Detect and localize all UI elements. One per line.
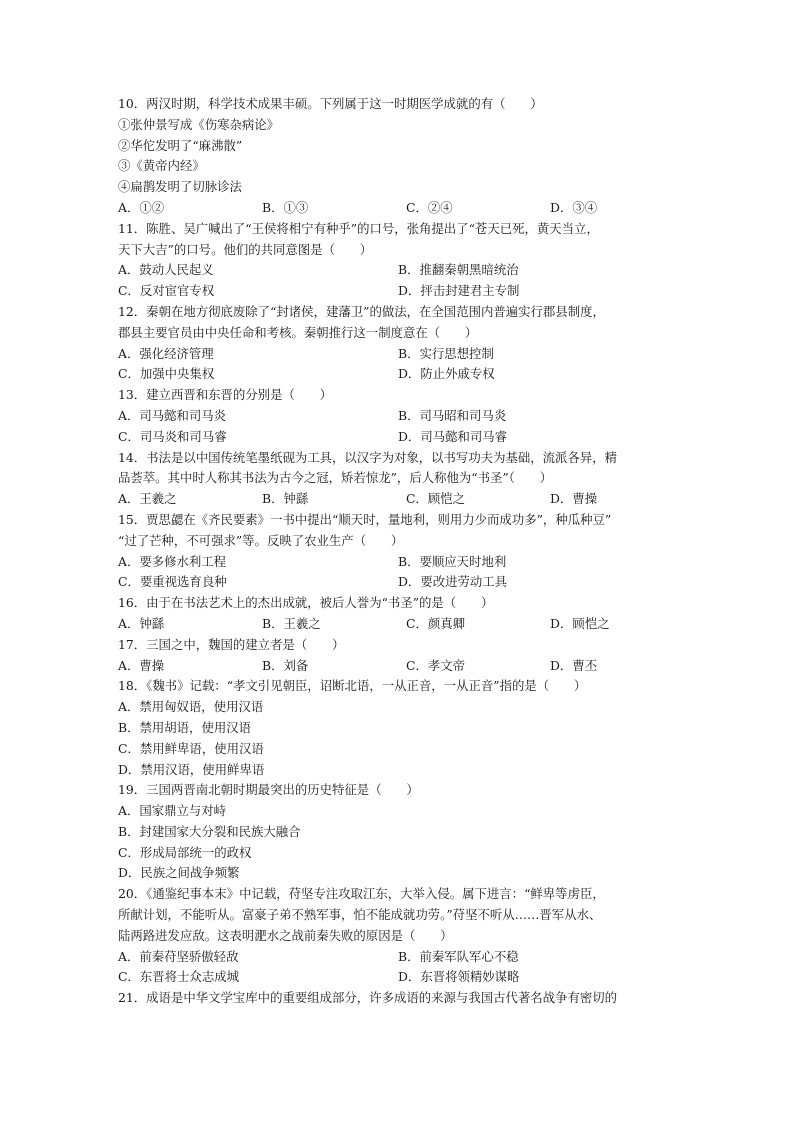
question-stem: 19．三国两晋南北朝时期最突出的历史特征是（ ） — [118, 782, 419, 798]
question-stem: 所献计划，不能听从。富豪子弟不熟军事，怕不能成就功劳。”苻坚不听从……晋军从水、 — [118, 907, 602, 923]
option-c: C．要重视选育良种 — [118, 574, 227, 590]
question-stem: 12．秦朝在地方彻底废除了“封诸侯，建藩卫”的做法，在全国范围内普遍实行郡县制度， — [118, 303, 605, 319]
question-16 — [118, 593, 678, 635]
options-row — [118, 344, 678, 365]
option-a: A．钟繇 — [118, 615, 165, 631]
question-stem: 15．贾思勰在《齐民要素》一书中提出“顺天时，量地利，则用力少而成功多”，种瓜种豆” — [118, 511, 612, 527]
option-c: C．顾恺之 — [406, 491, 466, 507]
option-b: B．王羲之 — [262, 615, 321, 631]
options-row — [118, 364, 678, 385]
option-b: B．钟繇 — [262, 491, 309, 507]
statement-item: ④扁鹊发明了切脉诊法 — [118, 179, 242, 195]
option-d: D．曹操 — [550, 491, 598, 507]
question-stem: 21．成语是中华文学宝库中的重要组成部分，许多成语的来源与我国古代著名战争有密切的 — [118, 990, 618, 1006]
options-row — [118, 552, 678, 573]
question-stem: 17．三国之中，魏国的建立者是（ ） — [118, 636, 345, 652]
question-18 — [118, 676, 678, 780]
option-c: C．颜真卿 — [406, 615, 466, 631]
options-row — [118, 967, 678, 988]
statement-item: ③《黄帝内经》 — [118, 158, 205, 174]
option-c: C．加强中央集权 — [118, 366, 215, 382]
question-stem: 20．《通鉴纪事本末》中记载，苻坚专注攻取江东，大举入侵。属下进言：“鲜卑等虏臣， — [118, 886, 605, 902]
option-d: D．顾恺之 — [550, 615, 610, 631]
option-b: B．封建国家大分裂和民族大融合 — [118, 823, 301, 839]
option-a: A．强化经济管理 — [118, 345, 214, 361]
option-d: D．要改进劳动工具 — [398, 574, 508, 590]
option-d: D．抨击封建君主专制 — [398, 283, 520, 299]
question-19 — [118, 780, 678, 884]
option-b: B．司马昭和司马炎 — [398, 407, 507, 423]
option-c: C．禁用鲜卑语，使用汉语 — [118, 740, 264, 756]
option-c: C．司马炎和司马睿 — [118, 428, 227, 444]
question-13 — [118, 385, 678, 447]
question-20 — [118, 884, 678, 988]
option-c: C．孝文帝 — [406, 657, 466, 673]
options-row — [118, 489, 678, 510]
question-stem: 10．两汉时期，科学技术成果丰硕。下列属于这一时期医学成就的有（ ） — [118, 96, 543, 111]
question-stem: 18．《魏书》记载：“孝文引见朝臣，诏断北语，一从正音，一从正音”指的是（ ） — [118, 678, 587, 694]
option-b: B．禁用胡语，使用汉语 — [118, 719, 252, 735]
option-a: A．司马懿和司马炎 — [118, 407, 227, 423]
options-row — [118, 614, 678, 635]
option-a: A．①② — [118, 199, 165, 215]
exam-page — [118, 94, 678, 1009]
option-c: C．②④ — [406, 199, 453, 215]
option-b: B．实行思想控制 — [398, 345, 494, 361]
option-d: D．东晋将领精妙谋略 — [398, 969, 520, 985]
options-row — [118, 656, 678, 677]
question-10 — [118, 94, 678, 219]
option-a: A．曹操 — [118, 657, 165, 673]
question-21 — [118, 988, 678, 1009]
options-row — [118, 260, 678, 281]
option-b: B．①③ — [262, 199, 309, 215]
options-row — [118, 198, 678, 219]
statement-item: ①张仲景写成《伤寒杂病论》 — [118, 116, 280, 132]
question-stem: 郡县主要官员由中央任命和考核。秦朝推行这一制度意在（ ） — [118, 324, 478, 340]
question-12 — [118, 302, 678, 385]
option-c: C．形成局部统一的政权 — [118, 844, 252, 860]
options-row — [118, 406, 678, 427]
option-d: D．民族之间战争频繁 — [118, 865, 240, 881]
option-b: B．推翻秦朝黑暗统治 — [398, 262, 519, 278]
option-b: B．前秦军队军心不稳 — [398, 948, 519, 964]
option-a: A．鼓动人民起义 — [118, 262, 214, 278]
option-a: A．前秦苻坚骄傲轻敌 — [118, 948, 239, 964]
option-a: A．禁用匈奴语，使用汉语 — [118, 699, 264, 715]
options-row — [118, 281, 678, 302]
option-d: D．司马懿和司马睿 — [398, 428, 508, 444]
question-stem: 14．书法是以中国传统笔墨纸砚为工具，以汉字为对象，以书写功夫为基础，流派各异，精 — [118, 449, 618, 465]
question-stem: 天下大吉”的口号。他们的共同意图是（ ） — [118, 241, 373, 257]
option-d: D．曹丕 — [550, 657, 598, 673]
option-a: A．要多修水利工程 — [118, 553, 227, 569]
options-row — [118, 427, 678, 448]
option-d: D．防止外戚专权 — [398, 366, 495, 382]
question-stem: 16．由于在书法艺术上的杰出成就，被后人誉为“书圣”的是（ ） — [118, 595, 494, 611]
option-b: B．刘备 — [262, 657, 309, 673]
option-a: A．王羲之 — [118, 491, 177, 507]
option-d: D．③④ — [550, 199, 598, 215]
option-d: D．禁用汉语，使用鲜卑语 — [118, 761, 265, 777]
option-c: C．东晋将士众志成城 — [118, 969, 239, 985]
option-b: B．要顺应天时地利 — [398, 553, 507, 569]
question-14 — [118, 448, 678, 510]
option-c: C．反对宦官专权 — [118, 283, 215, 299]
question-stem: 品荟萃。其中时人称其书法为古今之冠，矫若惊龙”，后人称他为“书圣”（ ） — [118, 470, 553, 486]
question-17 — [118, 635, 678, 677]
statement-item: ②华佗发明了“麻沸散” — [118, 137, 243, 153]
question-stem: 陆两路进发应敌。这表明淝水之战前秦失败的原因是（ ） — [118, 927, 453, 943]
question-11 — [118, 219, 678, 302]
option-a: A．国家鼎立与对峙 — [118, 803, 227, 819]
options-row — [118, 572, 678, 593]
question-stem: 13．建立西晋和东晋的分别是（ ） — [118, 387, 333, 403]
question-15 — [118, 510, 678, 593]
options-row — [118, 947, 678, 968]
question-stem: 11．陈胜、吴广喊出了“王侯将相宁有种乎”的口号，张角提出了“苍天已死，黄天当立， — [118, 220, 599, 236]
question-stem: “过了芒种，不可强求”等。反映了农业生产（ ） — [118, 532, 404, 548]
